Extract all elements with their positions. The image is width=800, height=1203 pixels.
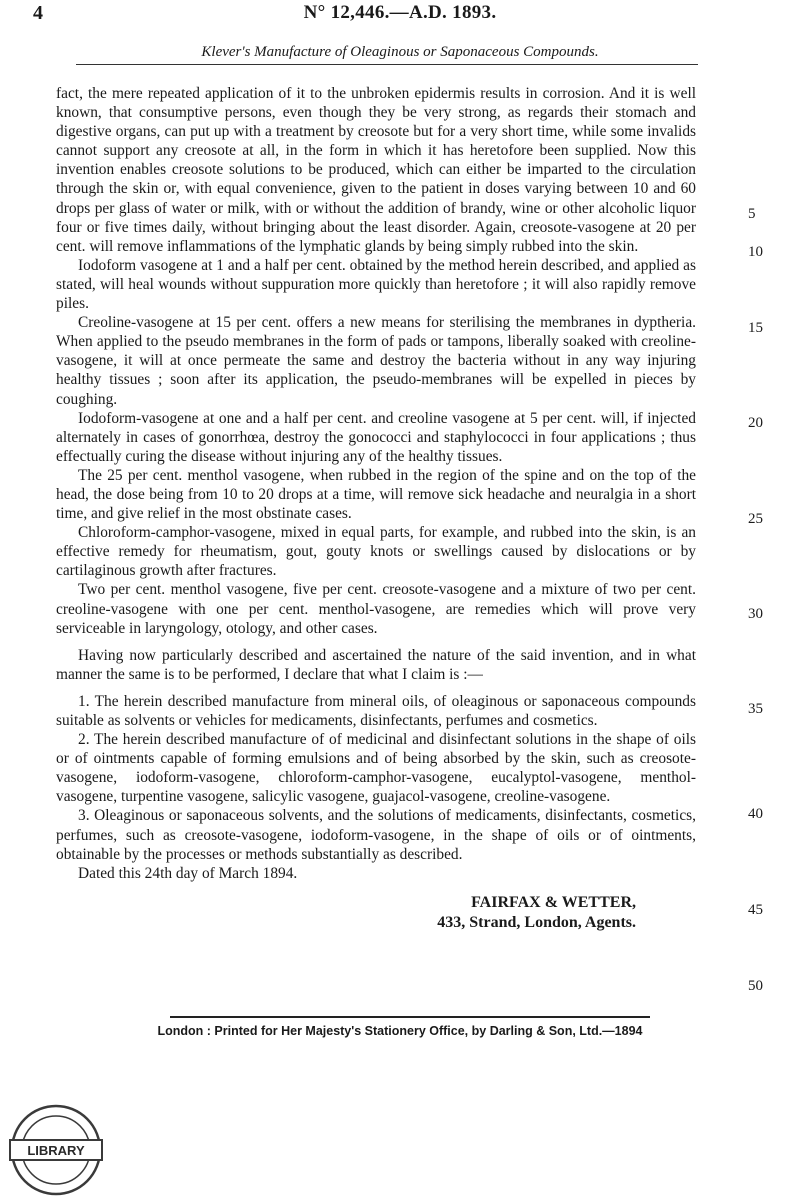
paragraph: Chloroform-camphor-vasogene, mixed in equal parts, for example, and rubbed into the skin, is an effective remedy for rheumatism, gout, gouty knots or swellings caused by dislocations or by cartilaginous growth after fractures.: [56, 524, 696, 580]
paragraph: Iodoform vasogene at 1 and a half per cent. obtained by the method herein described, and applied as stated, will heal wounds without suppuration more quickly than heretofore ; it will also rapidly remove piles.: [56, 256, 696, 313]
running-title: Klever's Manufacture of Oleaginous or Saponaceous Compounds.: [201, 44, 599, 60]
paragraph: Creoline-vasogene at 15 per cent. offers a new means for sterilising the membranes in dyptheria. When applied to the pseudo membranes in the form of pads or tampons, liberally soaked with creoline-vasogene, it will at once permeate the same and destroy the bacteria without in any way injuring healthy tissues ; soon after its application, the pseudo-membranes will be expelled in pieces by coughing.: [56, 314, 696, 408]
paragraph: The 25 per cent. menthol vasogene, when rubbed in the region of the spine and on the top of the head, the dose being from 10 to 20 drops at a time, will remove sick headache and neuralgia in a short time, and give relief in the most obstinate cases.: [56, 466, 696, 523]
agent-firm: FAIRFAX & WETTER,: [471, 893, 636, 911]
claims-intro: Having now particularly described and ascertained the nature of the said invention, and in what manner the same is to be performed, I declare that what I claim is :—: [56, 646, 696, 683]
footer-rule: [170, 1016, 650, 1018]
paragraph: Iodoform-vasogene at one and a half per cent. and creoline vasogene at 5 per cent. will, if injected alternately in cases of gonorrhœa, destroy the gonococci and staphylococci in four applications ; thus effectually curing the disease without injuring any of the healthy tissues.: [56, 409, 696, 465]
line-number: 15: [748, 320, 763, 336]
paragraph: fact, the mere repeated application of it to the unbroken epidermis results in corrosion. And it is well known, that consumptive persons, even though they be very strong, as regards their stomach and digestive organs, can put up with a treatment by creosote but for a very short time, while some invalids cannot support any creosote at all, in the form in which it has heretofore been supplied. Now this invention enables creosote solutions to be produced, which can either be imparted to the circulation through the skin or, with equal convenience, given to the patient in doses varying between 10 and 60 drops per glass of water or milk, with or without the addition of brandy, wine or other alcoholic liquor four or five times daily, without bringing about the least disorder. Again, creosote-vasogene at 20 per cent. will remove inflammations of the lymphatic glands by being simply rubbed into the skin.: [56, 85, 696, 255]
page-number: 4: [33, 2, 43, 24]
line-number: 25: [748, 511, 763, 527]
claim: 2. The herein described manufacture of of medicinal and disinfectant solutions in the shape of oils or of ointments capable of forming emulsions and of being absorbed by the skin, such as creosote-vasogene, iodoform-vasogene, chloroform-camphor-vasogene, eucalyptol-vasogene, menthol-vasogene, turpentine vasogene, salicylic vasogene, guajacol-vasogene, creoline-vasogene.: [56, 731, 696, 806]
patent-number: N° 12,446.—A.D. 1893.: [303, 2, 497, 23]
signature-block: [56, 893, 696, 933]
line-number: 50: [748, 978, 763, 994]
library-stamp: [6, 1100, 106, 1200]
paragraph: Two per cent. menthol vasogene, five per cent. creosote-vasogene and a mixture of two per cent. creoline-vasogene with one per cent. menthol-vasogene, are remedies which will prove very serviceable in laryngology, otology, and other cases.: [56, 581, 696, 637]
line-number: 40: [748, 806, 763, 822]
claim: 3. Oleaginous or saponaceous solvents, and the solutions of medicaments, disinfectants, cosmetics, perfumes, such as creosote-vasogene, iodoform-vasogene, in the shape of oils or of ointments, obtainable by the processes or methods substantially as described.: [56, 807, 696, 863]
line-number: 10: [748, 244, 763, 260]
header-rule: [76, 64, 698, 65]
line-number: 30: [748, 606, 763, 622]
claims-list: [56, 692, 696, 864]
claim: 1. The herein described manufacture from mineral oils, of oleaginous or saponaceous compounds suitable as solvents or vehicles for medicaments, disinfectants, perfumes and cosmetics.: [56, 692, 696, 729]
body-text: [56, 84, 696, 933]
line-number: 45: [748, 902, 763, 918]
line-number: 35: [748, 701, 763, 717]
printer-imprint: London : Printed for Her Majesty's Stationery Office, by Darling & Son, Ltd.—1894: [157, 1024, 643, 1038]
line-number: 5: [748, 206, 756, 222]
stamp-text: LIBRARY: [27, 1143, 85, 1158]
agent-address: 433, Strand, London, Agents.: [437, 913, 636, 931]
line-number: 20: [748, 415, 763, 431]
dated-line: Dated this 24th day of March 1894.: [78, 864, 298, 882]
